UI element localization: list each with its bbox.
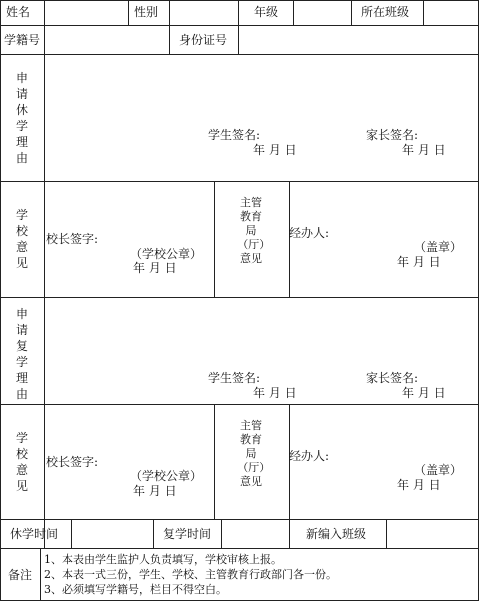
name-field[interactable] <box>46 2 126 22</box>
grid-line <box>214 181 215 297</box>
principal-signature-label: 校长签字: <box>46 455 99 469</box>
bureau-opinion-label: 主管教育局（厅）意见 <box>237 419 265 488</box>
suspension-time-field[interactable] <box>73 523 151 543</box>
resumption-reason-field[interactable] <box>46 301 476 361</box>
grid-line <box>423 0 424 25</box>
id-number-field[interactable] <box>240 29 476 49</box>
grid-line <box>40 548 41 601</box>
resumption-time-label: 复学时间 <box>163 527 212 541</box>
remarks-label: 备注 <box>8 568 33 582</box>
grid-line <box>221 519 222 548</box>
parent-signature-label: 家长签名: <box>366 371 419 385</box>
school-seal-label: （学校公章） <box>130 247 203 261</box>
grid-line <box>0 54 479 55</box>
student-date: 年 月 日 <box>253 143 297 157</box>
grid-line <box>351 0 352 25</box>
name-label: 姓名 <box>6 5 31 19</box>
suspension-reason-label: 申请休学理由 <box>15 71 28 165</box>
remarks-line: 1、本表由学生监护人负责填写，学校审核上报。 <box>44 553 282 566</box>
suspension-time-label: 休学时间 <box>10 527 59 541</box>
school-seal-label: （学校公章） <box>130 469 203 483</box>
new-class-label: 新编入班级 <box>306 527 367 541</box>
grid-line <box>386 519 387 548</box>
grid-line <box>0 404 479 405</box>
parent-signature-label: 家长签名: <box>366 128 419 142</box>
student-number-field[interactable] <box>46 29 167 49</box>
grid-line <box>0 0 479 1</box>
bureau-date: 年 月 日 <box>397 478 441 492</box>
grid-line <box>0 548 479 549</box>
resumption-reason-label: 申请复学理由 <box>15 307 28 401</box>
student-signature-label: 学生签名: <box>208 128 261 142</box>
gender-label: 性别 <box>134 5 159 19</box>
suspension-reason-field[interactable] <box>46 58 476 118</box>
class-label: 所在班级 <box>361 5 410 19</box>
handler-label: 经办人: <box>289 449 330 463</box>
grid-line <box>153 519 154 548</box>
resumption-time-field[interactable] <box>223 523 287 543</box>
grid-line <box>238 25 239 54</box>
id-number-label: 身份证号 <box>179 33 228 47</box>
grid-line <box>214 404 215 519</box>
grid-line <box>0 297 479 298</box>
remarks-line: 2、本表一式三份，学生、学校、主管教育行政部门各一份。 <box>44 568 337 581</box>
bureau-date: 年 月 日 <box>397 255 441 269</box>
handler-label: 经办人: <box>289 226 330 240</box>
school-opinion-label: 学校意见 <box>15 208 28 270</box>
grid-line <box>71 519 72 548</box>
grid-line <box>289 519 290 548</box>
grid-line <box>44 0 45 548</box>
class-field[interactable] <box>425 2 476 22</box>
school-date: 年 月 日 <box>133 484 177 498</box>
principal-signature-label: 校长签字: <box>46 232 99 246</box>
grid-line <box>0 181 479 182</box>
grid-line <box>238 0 239 25</box>
grid-line <box>0 0 1 601</box>
remarks-line: 3、必须填写学籍号，栏目不得空白。 <box>44 583 227 596</box>
school-date: 年 月 日 <box>133 261 177 275</box>
gender-field[interactable] <box>171 2 236 22</box>
grid-line <box>169 25 170 54</box>
grid-line <box>0 25 479 26</box>
grid-line <box>293 0 294 25</box>
new-class-field[interactable] <box>388 523 476 543</box>
bureau-seal-label: （盖章） <box>414 240 463 254</box>
student-signature-label: 学生签名: <box>208 371 261 385</box>
bureau-opinion-label: 主管教育局（厅）意见 <box>237 196 265 265</box>
bureau-seal-label: （盖章） <box>414 463 463 477</box>
grid-line <box>128 0 129 25</box>
parent-date: 年 月 日 <box>402 143 446 157</box>
grade-field[interactable] <box>295 2 349 22</box>
student-date: 年 月 日 <box>253 386 297 400</box>
student-number-label: 学籍号 <box>4 33 41 47</box>
school-opinion-label: 学校意见 <box>15 431 28 493</box>
parent-date: 年 月 日 <box>402 386 446 400</box>
grade-label: 年级 <box>254 5 279 19</box>
grid-line <box>169 0 170 25</box>
